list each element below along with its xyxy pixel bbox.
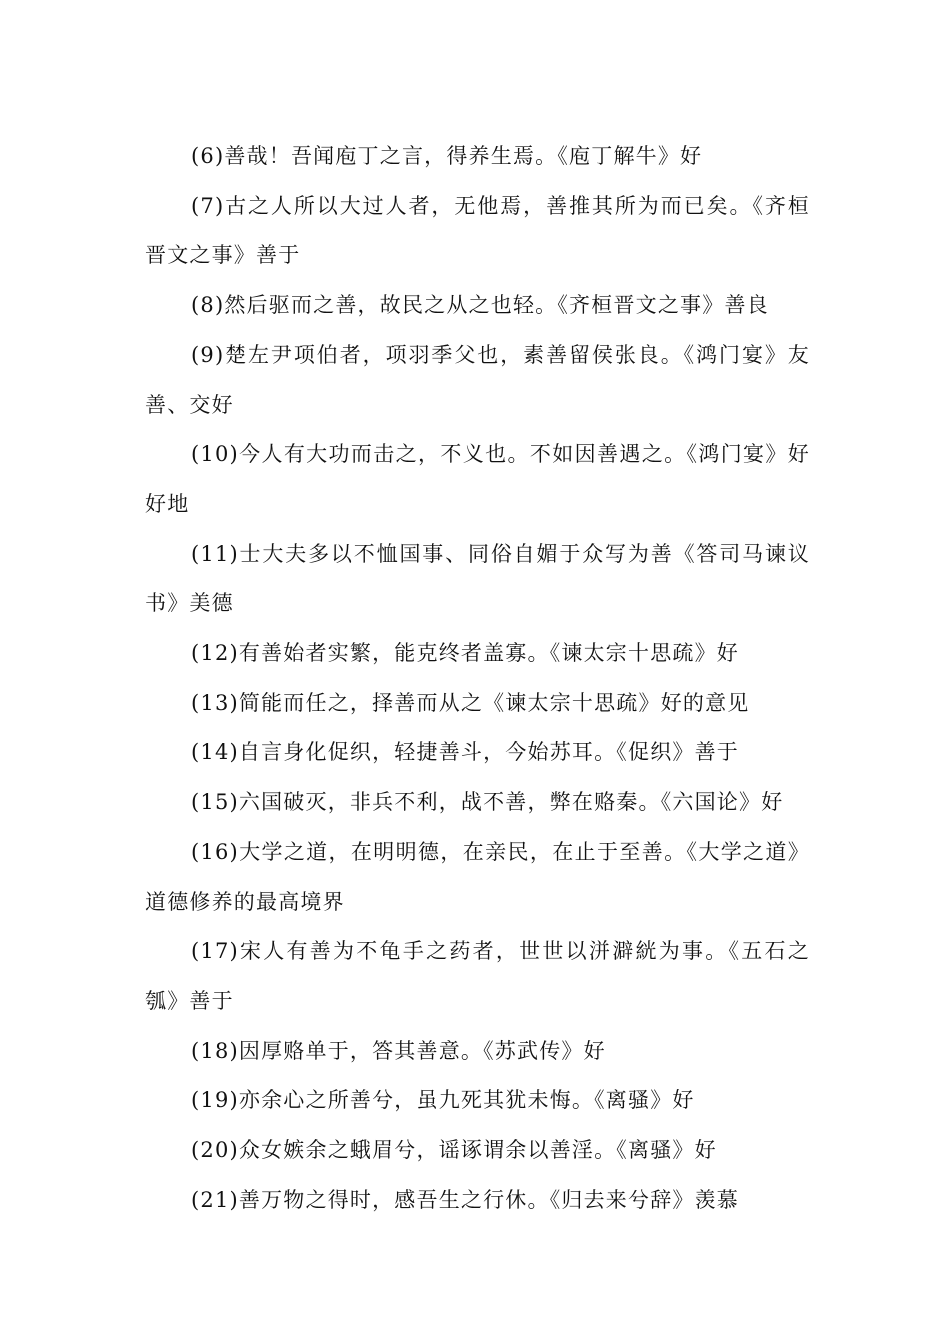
entry-10: (10)今人有大功而击之，不义也。不如因善遇之。《鸿门宴》好好地 (145, 442, 810, 516)
entry-16: (16)大学之道，在明明德，在亲民，在止于至善。《大学之道》道德修养的最高境界 (145, 839, 810, 914)
entry-11: (11)士大夫多以不恤国事、同俗自媚于众写为善《答司马谏议书》美德 (145, 541, 810, 616)
entry-15: (15)六国破灭，非兵不利，战不善，弊在赂秦。《六国论》好 (191, 790, 784, 815)
entry-12: (12)有善始者实繁，能克终者盖寡。《谏太宗十思疏》好 (191, 641, 740, 666)
entry-14: (14)自言身化促织，轻捷善斗，今始苏耳。《促织》善于 (191, 740, 740, 765)
entry-9: (9)楚左尹项伯者，项羽季父也，素善留侯张良。《鸿门宴》友善、交好 (145, 342, 810, 417)
entry-8: (8)然后驱而之善，故民之从之也轻。《齐桓晋文之事》善良 (191, 293, 769, 318)
entry-7: (7)古之人所以大过人者，无他焉，善推其所为而已矣。《齐桓晋文之事》善于 (145, 193, 810, 268)
entry-17: (17)宋人有善为不龟手之药者，世世以洴澼絖为事。《五石之瓠》善于 (145, 939, 810, 1013)
entry-13: (13)简能而任之，择善而从之《谏太宗十思疏》好的意见 (191, 690, 750, 715)
entry-19: (19)亦余心之所善兮，虽九死其犹未悔。《离骚》好 (191, 1088, 695, 1113)
entry-6: (6)善哉！吾闻庖丁之言，得养生焉。《庖丁解牛》好 (191, 144, 703, 168)
entry-21: (21)善万物之得时，感吾生之行休。《归去来兮辞》羡慕 (191, 1187, 740, 1212)
document-body (145, 132, 810, 1225)
entry-20: (20)众女嫉余之蛾眉兮，谣诼谓余以善淫。《离骚》好 (191, 1138, 717, 1163)
entry-18: (18)因厚赂单于，答其善意。《苏武传》好 (191, 1038, 606, 1063)
